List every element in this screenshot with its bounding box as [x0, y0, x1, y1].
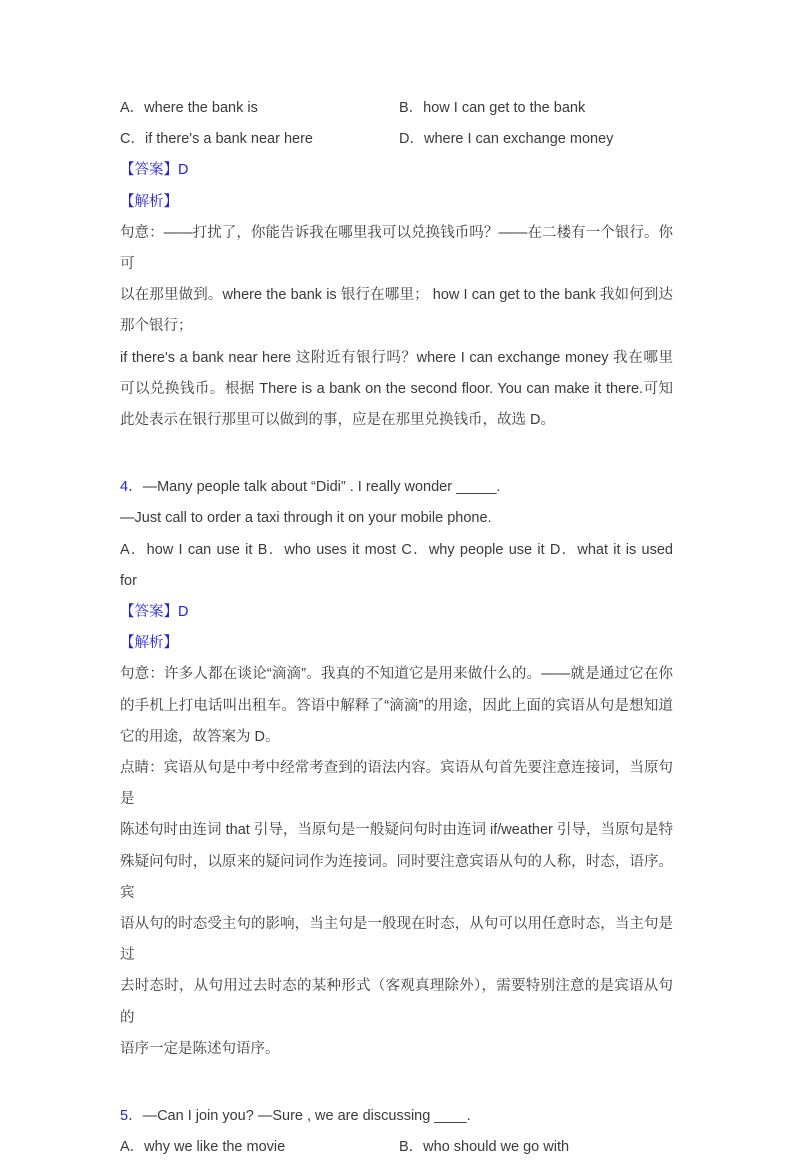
- q3-option-b: B．how I can get to the bank: [399, 100, 586, 116]
- question-4: [120, 472, 673, 1065]
- q3-answer-label: 【答案】D: [120, 162, 189, 179]
- q5-number-separator: ．: [128, 1108, 143, 1125]
- q4-analysis-paragraph-2-line-6: 语序一定是陈述句语序。: [120, 1040, 280, 1057]
- q4-analysis-paragraph-1-line-3: 它的用途，故答案为 D。: [120, 728, 280, 745]
- q4-analysis-heading: 【解析】: [120, 635, 178, 652]
- q4-options-line-2: for: [120, 572, 137, 589]
- q3-analysis-paragraph-2-line-2: 可以兑换钱币。根据 There is a bank on the second floor. You can make it there.可知: [120, 380, 673, 397]
- q4-stem-line-2: —Just call to order a taxi through it on your mobile phone.: [120, 510, 492, 527]
- q4-analysis-paragraph-2-line-1: 点睛：宾语从句是中考中经常考查到的语法内容。宾语从句首先要注意连接词，当原句是: [120, 760, 673, 808]
- q3-options-row-1: [120, 93, 673, 124]
- q3-option-c: C．if there's a bank near here: [120, 131, 313, 148]
- q3-analysis-paragraph-2-line-1: if there's a bank near here 这附近有银行吗？where I can exchange money 我在哪里: [120, 349, 673, 366]
- q5-option-b: B．who should we go with: [399, 1139, 570, 1156]
- q4-answer-label: 【答案】D: [120, 604, 189, 621]
- q5-option-a: A．why we like the movie: [120, 1139, 286, 1156]
- q4-analysis-paragraph-2-line-3: 殊疑问句时，以原来的疑问词作为连接词。同时要注意宾语从句的人称，时态，语序。宾: [120, 853, 673, 901]
- q4-analysis-paragraph-1-line-1: 句意：许多人都在谈论“滴滴”。我真的不知道它是用来做什么的。——就是通过它在你: [120, 666, 673, 683]
- q3-option-a: A．where the bank is: [120, 100, 258, 116]
- q5-stem-line: [120, 1101, 673, 1132]
- q4-stem-line-1: [120, 472, 673, 503]
- q4-number-separator: ．: [128, 479, 143, 496]
- q5-stem-text: —Can I join you? —Sure , we are discussing ____.: [142, 1108, 471, 1125]
- q5-number: 5: [120, 1108, 129, 1125]
- q4-number: 4: [120, 479, 129, 496]
- q4-analysis-paragraph-2-line-5: 去时态时，从句用过去时态的某种形式（客观真理除外），需要特别注意的是宾语从句的: [120, 978, 673, 1026]
- q4-analysis-paragraph-1-line-2: 的手机上打电话叫出租车。答语中解释了“滴滴”的用途，因此上面的宾语从句是想知道: [120, 697, 673, 714]
- q5-options-row-1: [120, 1132, 673, 1163]
- q4-analysis-paragraph-2-line-4: 语从句的时态受主句的影响，当主句是一般现在时态，从句可以用任意时态，当主句是过: [120, 916, 673, 964]
- question-5: [120, 1101, 673, 1163]
- q3-option-d: D．where I can exchange money: [399, 131, 614, 148]
- q3-analysis-paragraph-1-line-1: 句意：——打扰了，你能告诉我在哪里我可以兑换钱币吗？——在二楼有一个银行。你可: [120, 224, 673, 273]
- q3-options-row-2: [120, 124, 673, 155]
- q4-analysis-paragraph-2-line-2: 陈述句时由连词 that 引导，当原句是一般疑问句时由连词 if/weather 引导，当原句是特: [120, 822, 673, 839]
- q3-analysis-paragraph-2-line-3: 此处表示在银行那里可以做到的事，应是在那里兑换钱币，故选 D。: [120, 412, 555, 429]
- q3-analysis-heading: 【解析】: [120, 193, 178, 210]
- q4-options-line-1: A．how I can use it B．who uses it most C．why people use it D．what it is used: [120, 541, 673, 558]
- q3-analysis-paragraph-1-line-3: 那个银行；: [120, 318, 193, 335]
- q3-analysis-paragraph-1-line-2: 以在那里做到。where the bank is 银行在哪里； how I can get to the bank 我如何到达: [120, 287, 673, 304]
- q4-stem-text: —Many people talk about “Didi” . I really wonder _____.: [142, 479, 501, 496]
